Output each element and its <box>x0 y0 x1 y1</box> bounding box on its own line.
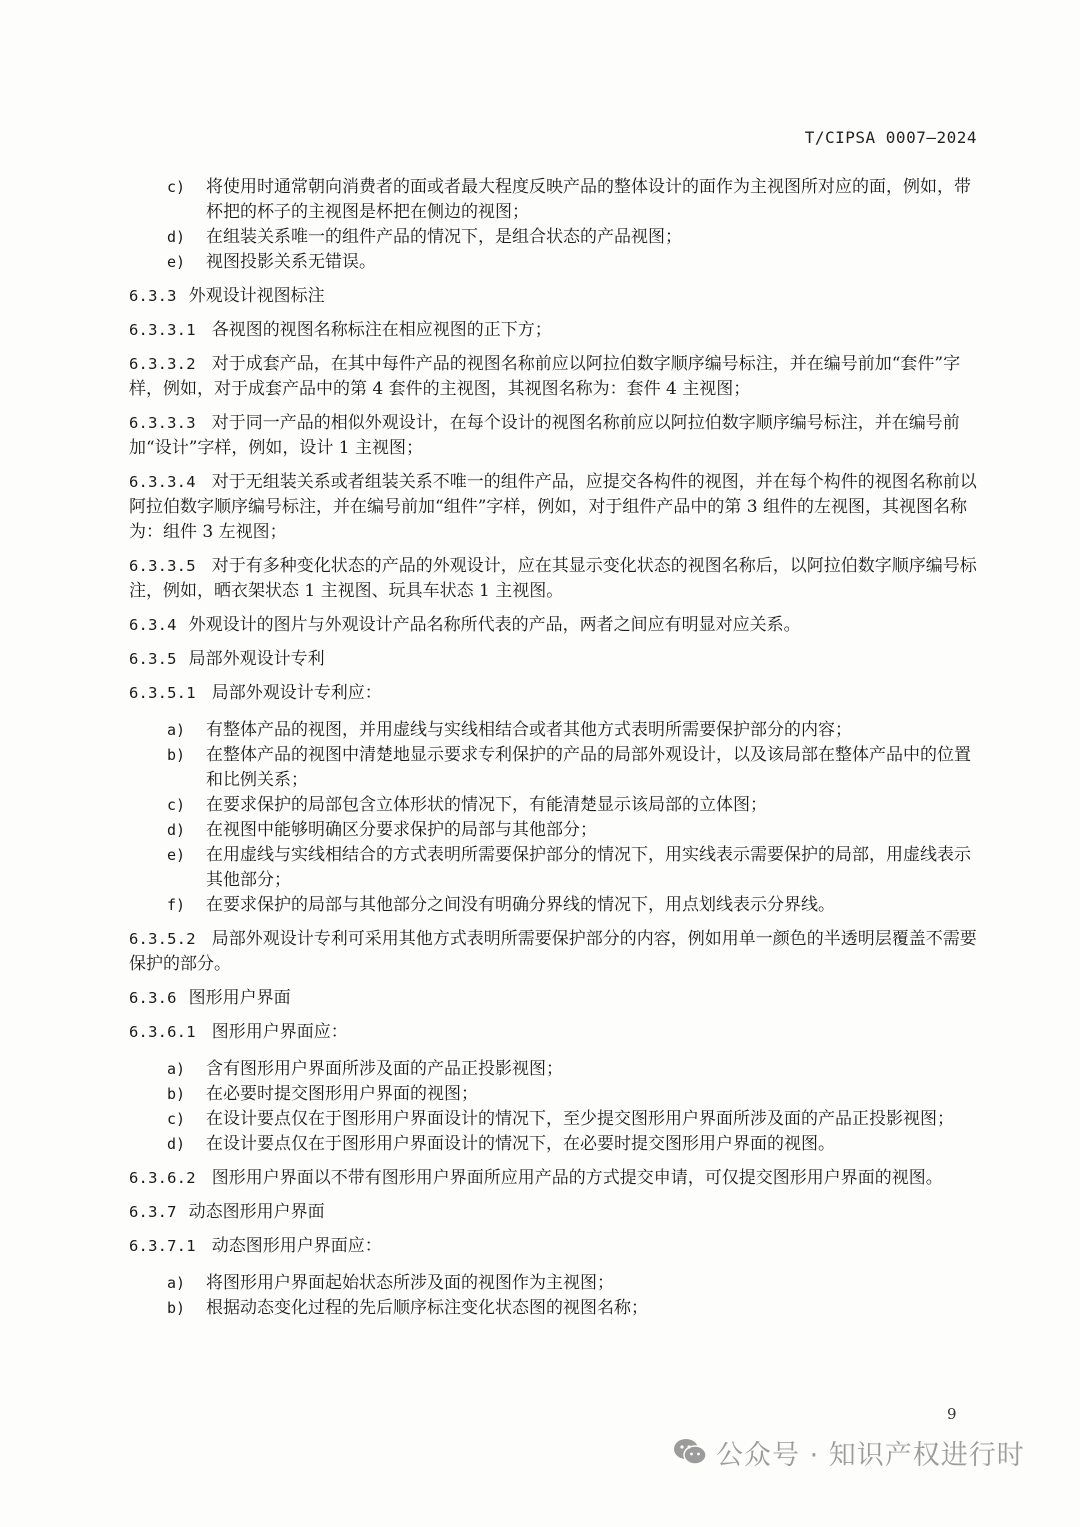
list-marker: e) <box>167 846 186 864</box>
list-marker: c) <box>167 1110 186 1128</box>
section-number: 6.3.6 <box>129 989 177 1007</box>
clause-6-3-5-2 <box>129 927 981 977</box>
clause-number: 6.3.7.1 <box>129 1237 196 1255</box>
document-body <box>129 175 981 1321</box>
list-item <box>129 893 981 918</box>
list-text: 在要求保护的局部包含立体形状的情况下，有能清楚显示该局部的立体图； <box>206 795 767 815</box>
clause-6-3-5-1 <box>129 681 981 706</box>
section-heading-6-3-3 <box>129 284 981 309</box>
wechat-icon <box>672 1437 708 1467</box>
document-code: T/CIPSA 0007—2024 <box>804 128 977 147</box>
clause-number: 6.3.3.5 <box>129 557 196 575</box>
clause-text: 外观设计的图片与外观设计产品名称所代表的产品，两者之间应有明显对应关系。 <box>188 615 801 635</box>
list-text: 含有图形用户界面所涉及面的产品正投影视图； <box>206 1059 563 1079</box>
section-number: 6.3.5 <box>129 650 177 668</box>
list-text: 在设计要点仅在于图形用户界面设计的情况下，至少提交图形用户界面所涉及面的产品正投影视图； <box>206 1109 954 1129</box>
section-title: 动态图形用户界面 <box>188 1202 325 1222</box>
clause-6-3-3-3 <box>129 411 981 461</box>
clause-6-3-3-2 <box>129 352 981 402</box>
list-marker: b) <box>167 1299 186 1317</box>
clause-6-3-3-4 <box>129 470 981 545</box>
section-title: 外观设计视图标注 <box>188 286 325 306</box>
clause-number: 6.3.3.3 <box>129 414 196 432</box>
list-marker: d) <box>167 821 186 839</box>
list-item <box>129 1082 981 1107</box>
clause-6-3-3-5 <box>129 554 981 604</box>
clause-6-3-3-1 <box>129 318 981 343</box>
clause-number: 6.3.6.2 <box>129 1169 196 1187</box>
section-heading-6-3-5 <box>129 647 981 672</box>
section-heading-6-3-6 <box>129 986 981 1011</box>
list-marker: d) <box>167 228 186 246</box>
clause-text: 图形用户界面应： <box>211 1022 348 1042</box>
list-text: 将使用时通常朝向消费者的面或者最大程度反映产品的整体设计的面作为主视图所对应的面，例如，带杯把的杯子的主视图是杯把在侧边的视图； <box>206 177 971 222</box>
clause-number: 6.3.5.1 <box>129 684 196 702</box>
list-item <box>129 1296 981 1321</box>
section-number: 6.3.3 <box>129 287 177 305</box>
clause-text: 对于同一产品的相似外观设计，在每个设计的视图名称前应以阿拉伯数字顺序编号标注，并在编号前加“设计”字样，例如，设计 1 主视图； <box>129 413 960 458</box>
clause-number: 6.3.5.2 <box>129 930 196 948</box>
clause-text: 图形用户界面以不带有图形用户界面所应用产品的方式提交申请，可仅提交图形用户界面的视图。 <box>211 1168 943 1188</box>
clause-number: 6.3.3.4 <box>129 473 196 491</box>
clause-number: 6.3.3.1 <box>129 321 196 339</box>
list-text: 根据动态变化过程的先后顺序标注变化状态图的视图名称； <box>206 1298 648 1318</box>
list-marker: a) <box>167 1274 186 1292</box>
watermark <box>672 1432 1025 1472</box>
clause-number: 6.3.3.2 <box>129 355 196 373</box>
list-item <box>129 1132 981 1157</box>
list-marker: a) <box>167 1060 186 1078</box>
list-marker: f) <box>167 896 186 914</box>
page-number: 9 <box>947 1405 957 1423</box>
list-item <box>129 250 981 275</box>
list-marker: d) <box>167 1135 186 1153</box>
clause-text: 局部外观设计专利应： <box>211 683 382 703</box>
list-item <box>129 718 981 743</box>
list-item <box>129 1107 981 1132</box>
section-title: 图形用户界面 <box>188 988 291 1008</box>
list-marker: b) <box>167 746 186 764</box>
section-heading-6-3-7 <box>129 1200 981 1225</box>
list-text: 在必要时提交图形用户界面的视图； <box>206 1084 478 1104</box>
clause-text: 各视图的视图名称标注在相应视图的正下方； <box>211 320 552 340</box>
clause-6-3-6-1 <box>129 1020 981 1045</box>
clause-text: 对于成套产品，在其中每件产品的视图名称前应以阿拉伯数字顺序编号标注，并在编号前加“套件”字样，例如，对于成套产品中的第 4 套件的主视图，其视图名称为：套件 4 主视图； <box>129 354 961 399</box>
clause-6-3-7-1 <box>129 1234 981 1259</box>
list-item <box>129 818 981 843</box>
list-marker: a) <box>167 721 186 739</box>
section-title: 局部外观设计专利 <box>188 649 325 669</box>
list-text: 在视图中能够明确区分要求保护的局部与其他部分； <box>206 820 597 840</box>
list-text: 有整体产品的视图，并用虚线与实线相结合或者其他方式表明所需要保护部分的内容； <box>206 720 852 740</box>
list-marker: c) <box>167 178 186 196</box>
list-item <box>129 225 981 250</box>
clause-number: 6.3.4 <box>129 616 177 634</box>
list-text: 在用虚线与实线相结合的方式表明所需要保护部分的情况下，用实线表示需要保护的局部，用虚线表示其他部分； <box>206 845 971 890</box>
list-marker: b) <box>167 1085 186 1103</box>
clause-number: 6.3.6.1 <box>129 1023 196 1041</box>
list-marker: c) <box>167 796 186 814</box>
clause-text: 动态图形用户界面应： <box>211 1236 382 1256</box>
list-text: 在设计要点仅在于图形用户界面设计的情况下，在必要时提交图形用户界面的视图。 <box>206 1134 835 1154</box>
list-item <box>129 843 981 893</box>
list-text: 在组装关系唯一的组件产品的情况下，是组合状态的产品视图； <box>206 227 682 247</box>
clause-text: 对于有多种变化状态的产品的外观设计，应在其显示变化状态的视图名称后，以阿拉伯数字顺序编号标注，例如，晒衣架状态 1 主视图、玩具车状态 1 主视图。 <box>129 556 977 601</box>
clause-6-3-6-2 <box>129 1166 981 1191</box>
clause-text: 对于无组装关系或者组装关系不唯一的组件产品，应提交各构件的视图，并在每个构件的视图名称前以阿拉伯数字顺序编号标注，并在编号前加“组件”字样，例如，对于组件产品中的第 3 组件的左视图，其视图名称为：组件 3 左视图； <box>129 472 977 542</box>
list-item <box>129 1057 981 1082</box>
list-text: 将图形用户界面起始状态所涉及面的视图作为主视图； <box>206 1273 614 1293</box>
list-text: 在整体产品的视图中清楚地显示要求专利保护的产品的局部外观设计，以及该局部在整体产品中的位置和比例关系； <box>206 745 971 790</box>
list-item <box>129 793 981 818</box>
list-text: 在要求保护的局部与其他部分之间没有明确分界线的情况下，用点划线表示分界线。 <box>206 895 835 915</box>
section-number: 6.3.7 <box>129 1203 177 1221</box>
list-text: 视图投影关系无错误。 <box>206 252 376 272</box>
clause-text: 局部外观设计专利可采用其他方式表明所需要保护部分的内容，例如用单一颜色的半透明层覆盖不需要保护的部分。 <box>129 929 977 974</box>
watermark-text: 公众号 · 知识产权进行时 <box>716 1439 1025 1471</box>
list-item <box>129 743 981 793</box>
clause-6-3-4 <box>129 613 981 638</box>
list-item <box>129 175 981 225</box>
list-marker: e) <box>167 253 186 271</box>
list-item <box>129 1271 981 1296</box>
